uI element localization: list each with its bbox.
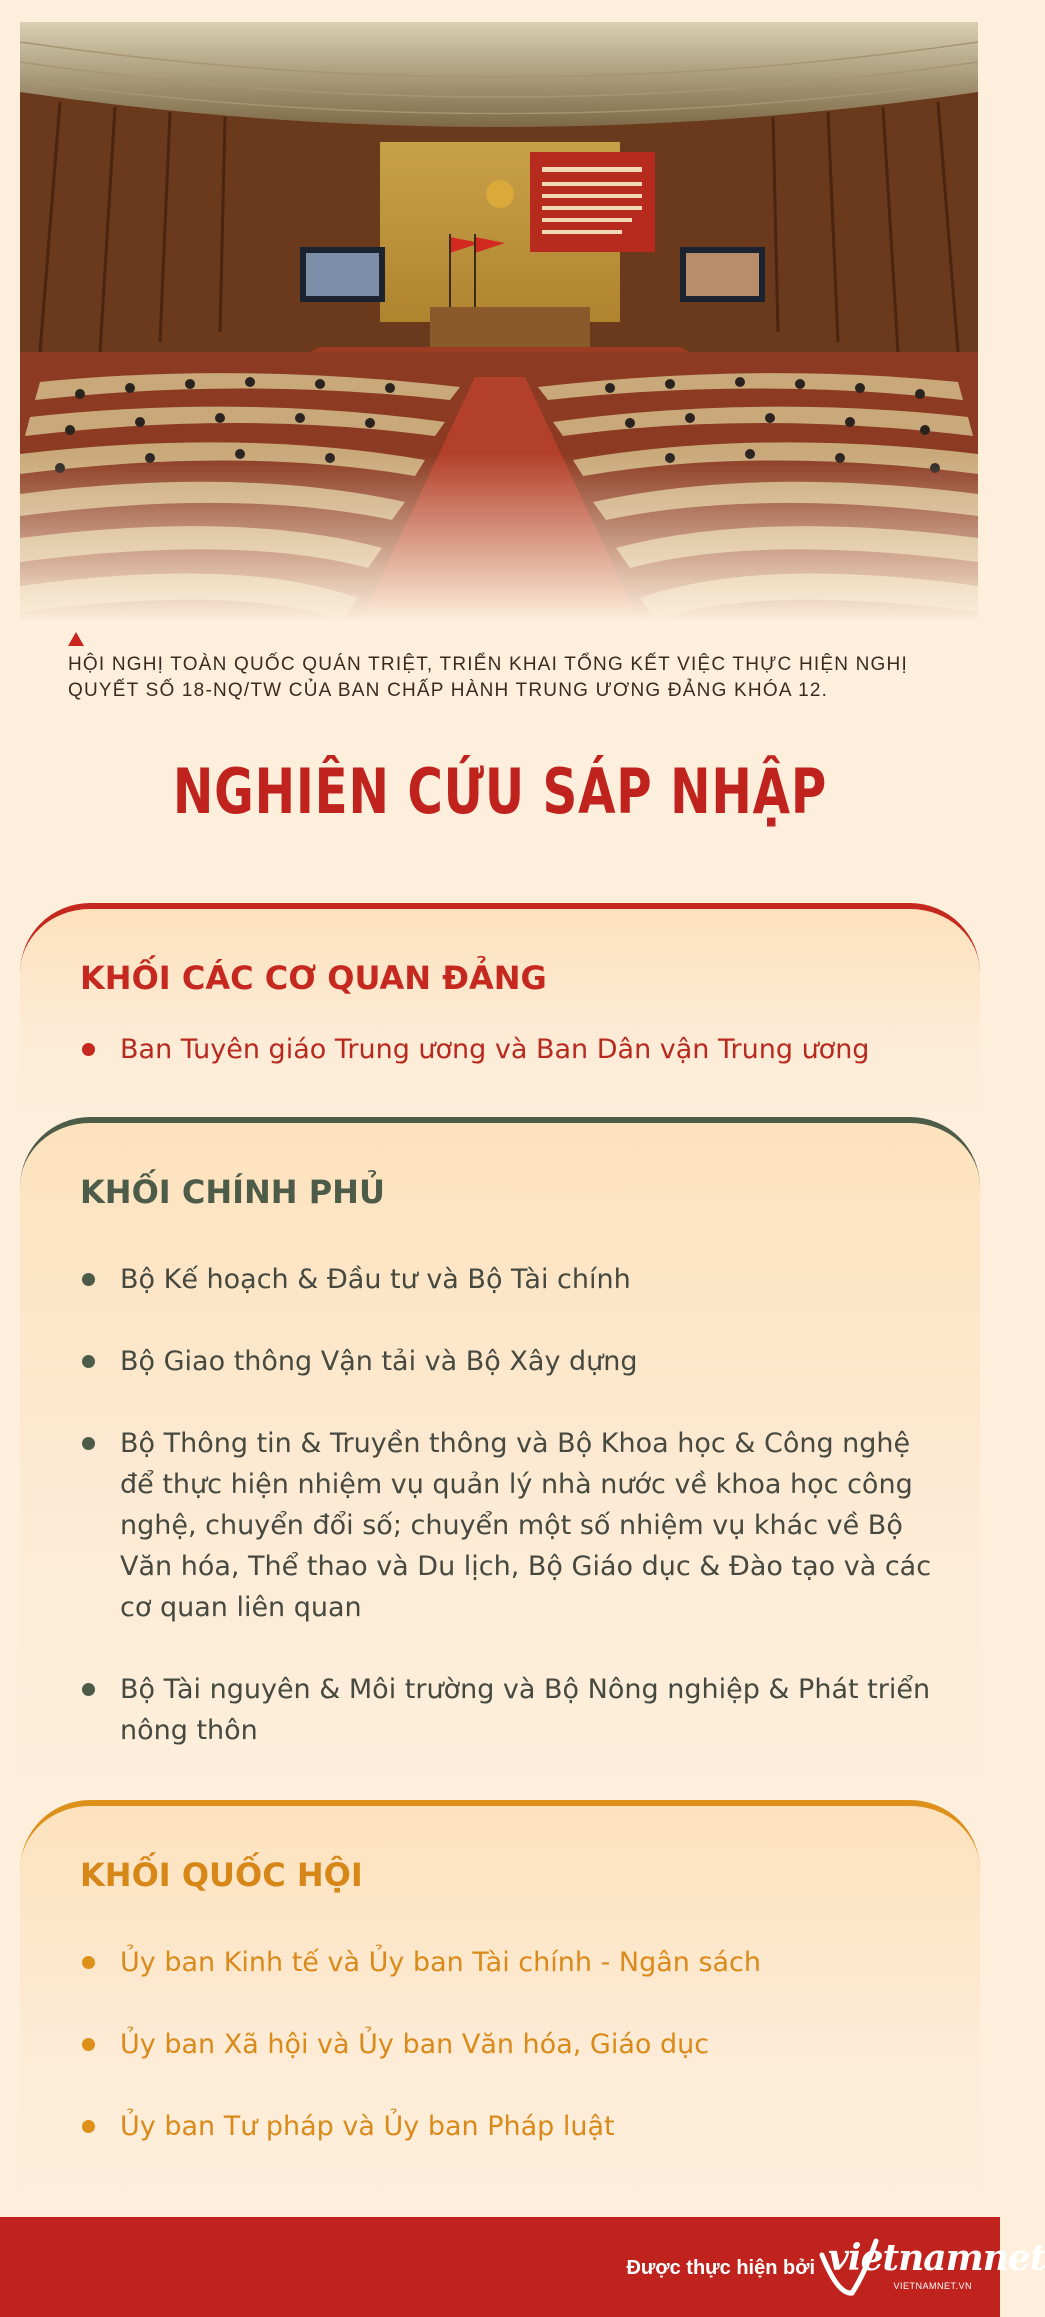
- list-item: Ủy ban Kinh tế và Ủy ban Tài chính - Ngân sách: [80, 1942, 950, 1983]
- section-title: KHỐI QUỐC HỘI: [80, 1856, 363, 1894]
- page-title: NGHIÊN CỨU SÁP NHẬP: [172, 755, 828, 828]
- section-title: KHỐI CHÍNH PHỦ: [80, 1173, 385, 1211]
- list-item: Bộ Thông tin & Truyền thông và Bộ Khoa học & Công nghệ để thực hiện nhiệm vụ quản lý nhà nước về khoa học công nghệ, chuyển đổi số; chuyển một số nhiệm vụ khác về Bộ Văn hóa, Thể thao và Du lịch, Bộ Giáo dục & Đào tạo và các cơ quan liên quan: [80, 1423, 950, 1628]
- bullet-icon: [82, 2038, 95, 2051]
- vietnamnet-logo[interactable]: [818, 2235, 1045, 2299]
- bullet-icon: [82, 2120, 95, 2133]
- footer-credit: Được thực hiện bởi: [626, 2257, 815, 2279]
- list-item: Bộ Tài nguyên & Môi trường và Bộ Nông nghiệp & Phát triển nông thôn: [80, 1669, 950, 1751]
- hall-illustration: [20, 22, 978, 622]
- bullet-icon: [82, 1683, 95, 1696]
- list-item: Bộ Giao thông Vận tải và Bộ Xây dựng: [80, 1341, 950, 1382]
- caption-text: HỘI NGHỊ TOÀN QUỐC QUÁN TRIỆT, TRIỂN KHAI TỔNG KẾT VIỆC THỰC HIỆN NGHỊ QUYẾT SỐ 18-NQ/TW CỦA BAN CHẤP HÀNH TRUNG ƯƠNG ĐẢNG KHÓA 12.: [68, 654, 908, 701]
- section-list: [80, 1259, 950, 1792]
- caption-triangle-icon: [68, 632, 84, 646]
- section-title: KHỐI CÁC CƠ QUAN ĐẢNG: [80, 959, 547, 997]
- photo-caption: [68, 632, 968, 704]
- list-item: Ban Tuyên giáo Trung ương và Ban Dân vận Trung ương: [80, 1029, 950, 1070]
- logo-url: VIETNAMNET.VN: [893, 2281, 972, 2291]
- section-list: [80, 1942, 950, 2188]
- list-item: Ủy ban Tư pháp và Ủy ban Pháp luật: [80, 2106, 950, 2147]
- section-list: [80, 1029, 950, 1111]
- section-national-assembly-bloc: [20, 1800, 980, 2206]
- bullet-icon: [82, 1273, 95, 1286]
- bullet-icon: [82, 1437, 95, 1450]
- list-item: Bộ Kế hoạch & Đầu tư và Bộ Tài chính: [80, 1259, 950, 1300]
- bullet-icon: [82, 1956, 95, 1969]
- footer-bar: [0, 2217, 1045, 2317]
- section-party-bloc: [20, 903, 980, 1121]
- logo-wordmark: vietnamnet: [828, 2237, 1045, 2279]
- section-government-bloc: [20, 1117, 980, 1803]
- bullet-icon: [82, 1043, 95, 1056]
- parliament-hall-photo: [20, 22, 978, 622]
- bullet-icon: [82, 1355, 95, 1368]
- list-item: Ủy ban Xã hội và Ủy ban Văn hóa, Giáo dục: [80, 2024, 950, 2065]
